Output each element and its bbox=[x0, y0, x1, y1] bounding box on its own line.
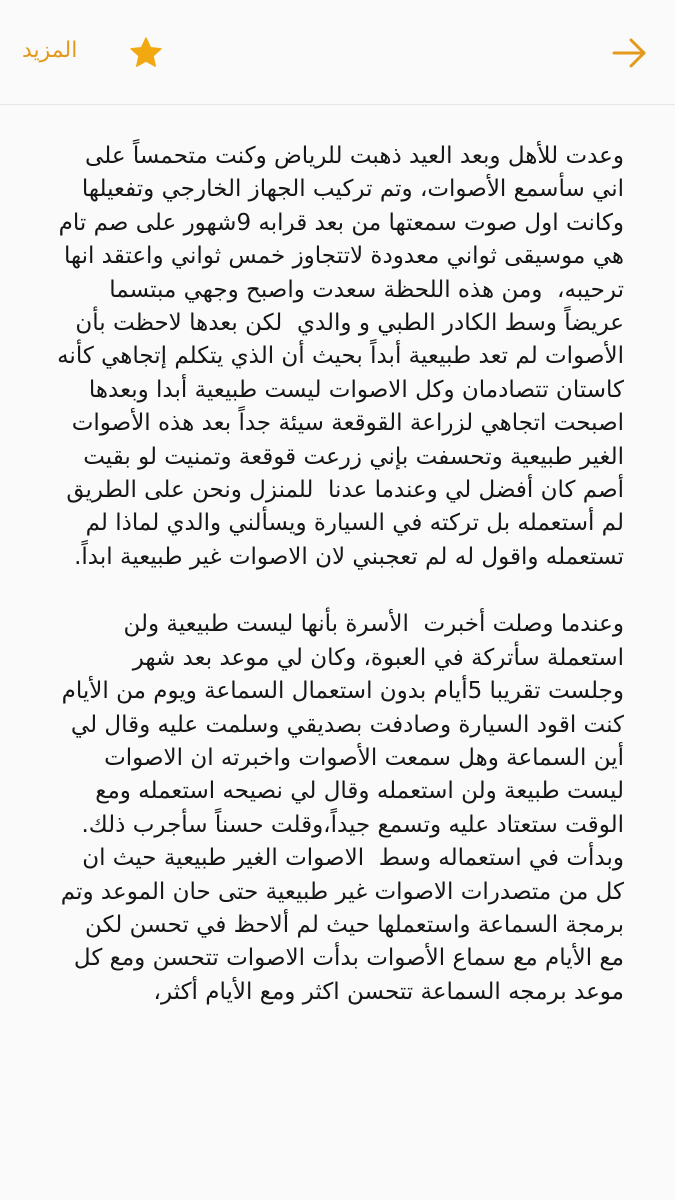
arrow-right-icon bbox=[610, 34, 650, 72]
article-body bbox=[49, 140, 624, 1009]
paragraph: وعندما وصلت أخبرت الأسرة بأنها ليست طبيعية ولن استعملة سأتركة في العبوة، وكان لي موعد بعد شهر وجلست تقريبا 5أيام بدون استعمال السماعة ويوم من الأيام كنت اقود السيارة وصادفت بصديقي وسلمت عليه وقال لي أين السماعة وهل سمعت الأصوات واخبرته ان الاصوات ليست طبيعة ولن استعمله وقال لي نصيحه استعمله ومع الوقت ستعتاد عليه وتسمع جيداً،وقلت حسناً سأجرب ذلك. وبدأت في استعماله وسط الاصوات الغير طبيعية حيث ان كل من متصدرات الاصوات غير طبيعية حتى حان الموعد وتم برمجة السماعة واستعملها حيث لم ألاحظ في تحسن لكن مع الأيام مع سماع الأصوات بدأت الاصوات تتحسن ومع كل موعد برمجه السماعة تتحسن اكثر ومع الأيام أكثر، bbox=[53, 611, 624, 1005]
top-toolbar bbox=[0, 0, 675, 105]
star-icon bbox=[127, 34, 165, 72]
paragraph: وعدت للأهل وبعد العيد ذهبت للرياض وكنت متحمساً على اني سأسمع الأصوات، وتم تركيب الجهاز الخارجي وتفعيلها وكانت اول صوت سمعتها من بعد قرابه 9شهور على صم تام هي موسيقى ثواني معدودة لاتتجاوز خمس ثواني واعتقد انها ترحيبه، ومن هذه اللحظة سعدت واصبح وجهي مبتسما عريضاً وسط الكادر الطبي و والدي لكن بعدها لاحظت بأن الأصوات لم تعد طبيعية أبداً بحيث أن الذي يتكلم إتجاهي كأنه كاستان تتصادمان وكل الاصوات ليست طبيعية أبدا وبعدها اصبحت اتجاهي لزراعة القوقعة سيئة جداً بعد هذه الأصوات الغير طبيعية وتحسفت بإني زرعت قوقعة وتمنيت لو بقيت أصم كان أفضل لي وعندما عدنا للمنزل ونحن على الطريق لم أستعمله بل تركته في السيارة ويسألني والدي لماذا لم تستعمله واقول له لم تعجبني لان الاصوات غير طبيعية ابداً. bbox=[49, 143, 624, 570]
back-button[interactable] bbox=[610, 34, 650, 72]
favorite-button[interactable] bbox=[127, 34, 165, 72]
more-button[interactable]: المزيد bbox=[22, 38, 78, 63]
